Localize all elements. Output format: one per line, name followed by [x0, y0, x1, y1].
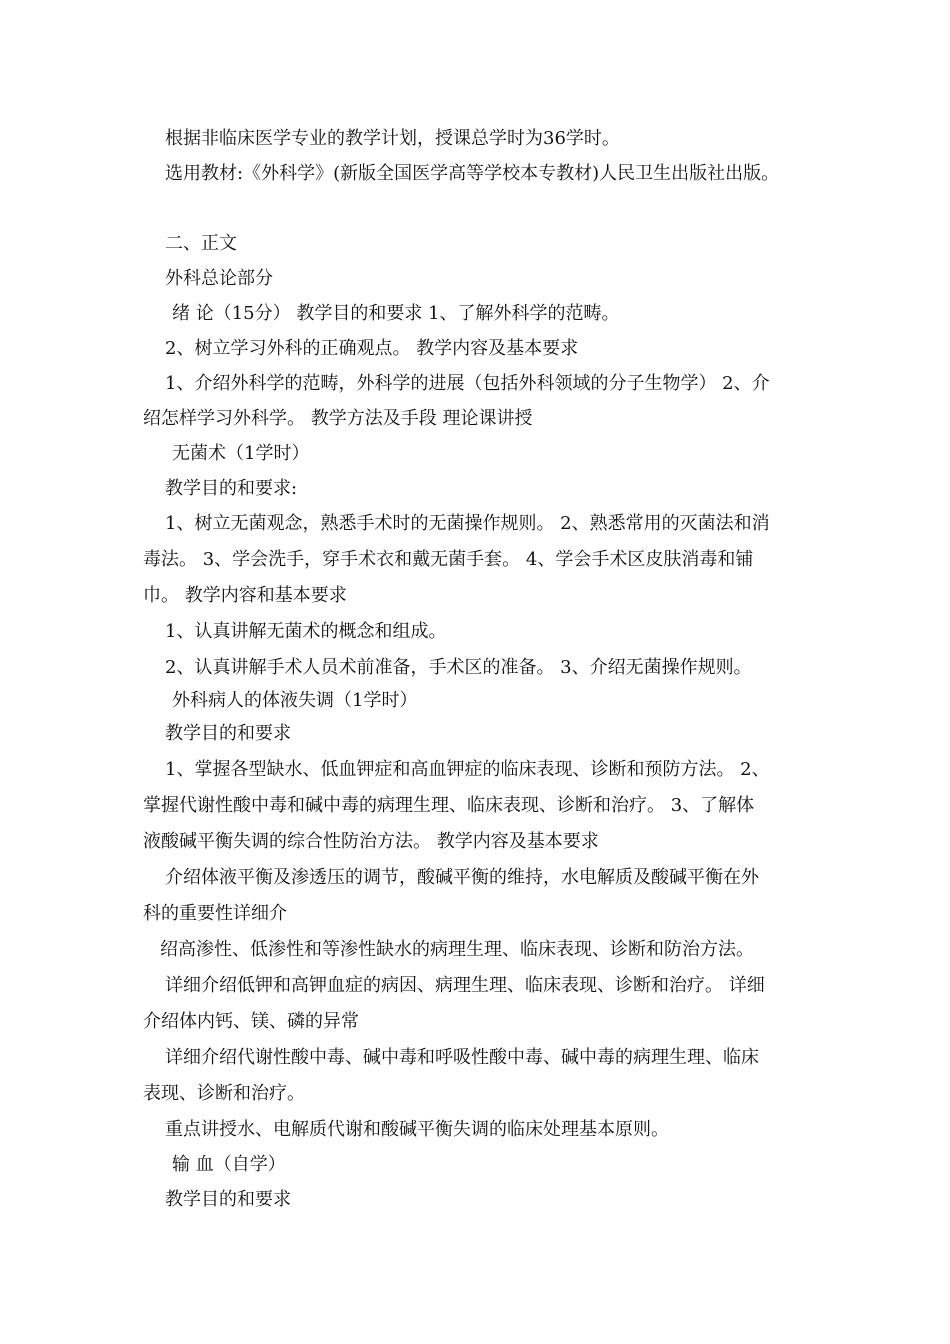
chapter-heading-asepsis: 无菌术（1学时） [172, 443, 310, 464]
text-line: 科的重要性详细介 [143, 903, 287, 924]
chapter-heading-blood-transfusion: 输 血（自学） [172, 1154, 286, 1175]
text-line-total-hours: 根据非临床医学专业的教学计划，授课总学时为36学时。 [165, 128, 620, 149]
chapter-heading-fluid-imbalance: 外科病人的体液失调（1学时） [172, 690, 418, 711]
subheading-objectives: 教学目的和要求: [165, 478, 298, 499]
text-line: 毒法。 3、学会洗手，穿手术衣和戴无菌手套。 4、学会手术区皮肤消毒和铺 [143, 549, 754, 570]
text-line: 详细介绍低钾和高钾血症的病因、病理生理、临床表现、诊断和治疗。 详细 [165, 975, 765, 996]
subheading-objectives: 教学目的和要求 [165, 723, 291, 744]
text-line: 重点讲授水、电解质代谢和酸碱平衡失调的临床处理基本原则。 [165, 1119, 669, 1140]
text-line: 1、介绍外科学的范畴，外科学的进展（包括外科领域的分子生物学） 2、介 [165, 373, 770, 394]
text-line: 1、树立无菌观念，熟悉手术时的无菌操作规则。 2、熟悉常用的灭菌法和消 [165, 513, 770, 534]
text-line: 介绍体液平衡及渗透压的调节，酸碱平衡的维持，水电解质及酸碱平衡在外 [165, 867, 759, 888]
text-line: 1、认真讲解无菌术的概念和组成。 [165, 621, 447, 642]
text-line: 掌握代谢性酸中毒和碱中毒的病理生理、临床表现、诊断和治疗。 3、了解体 [143, 795, 755, 816]
text-line: 液酸碱平衡失调的综合性防治方法。 教学内容及基本要求 [143, 831, 599, 852]
text-line: 绍怎样学习外科学。 教学方法及手段 理论课讲授 [143, 408, 533, 429]
text-line: 巾。 教学内容和基本要求 [143, 585, 347, 606]
text-line: 介绍体内钙、镁、磷的异常 [143, 1011, 359, 1032]
text-line-textbook: 选用教材:《外科学》(新版全国医学高等学校本专教材)人民卫生出版社出版。 [165, 163, 780, 184]
text-line: 表现、诊断和治疗。 [143, 1083, 305, 1104]
text-line: 详细介绍代谢性酸中毒、碱中毒和呼吸性酸中毒、碱中毒的病理生理、临床 [165, 1047, 759, 1068]
text-line: 绍高渗性、低渗性和等渗性缺水的病理生理、临床表现、诊断和防治方法。 [160, 939, 754, 960]
text-line: 1、掌握各型缺水、低血钾症和高血钾症的临床表现、诊断和预防方法。 2、 [165, 759, 770, 780]
part-heading-general-surgery: 外科总论部分 [165, 268, 273, 289]
section-heading-main-text: 二、正文 [165, 233, 237, 254]
subheading-objectives: 教学目的和要求 [165, 1189, 291, 1210]
text-line: 2、树立学习外科的正确观点。 教学内容及基本要求 [165, 338, 579, 359]
text-line: 2、认真讲解手术人员术前准备，手术区的准备。 3、介绍无菌操作规则。 [165, 657, 752, 678]
chapter-heading-introduction: 绪 论（15分） 教学目的和要求 1、了解外科学的范畴。 [172, 303, 620, 324]
